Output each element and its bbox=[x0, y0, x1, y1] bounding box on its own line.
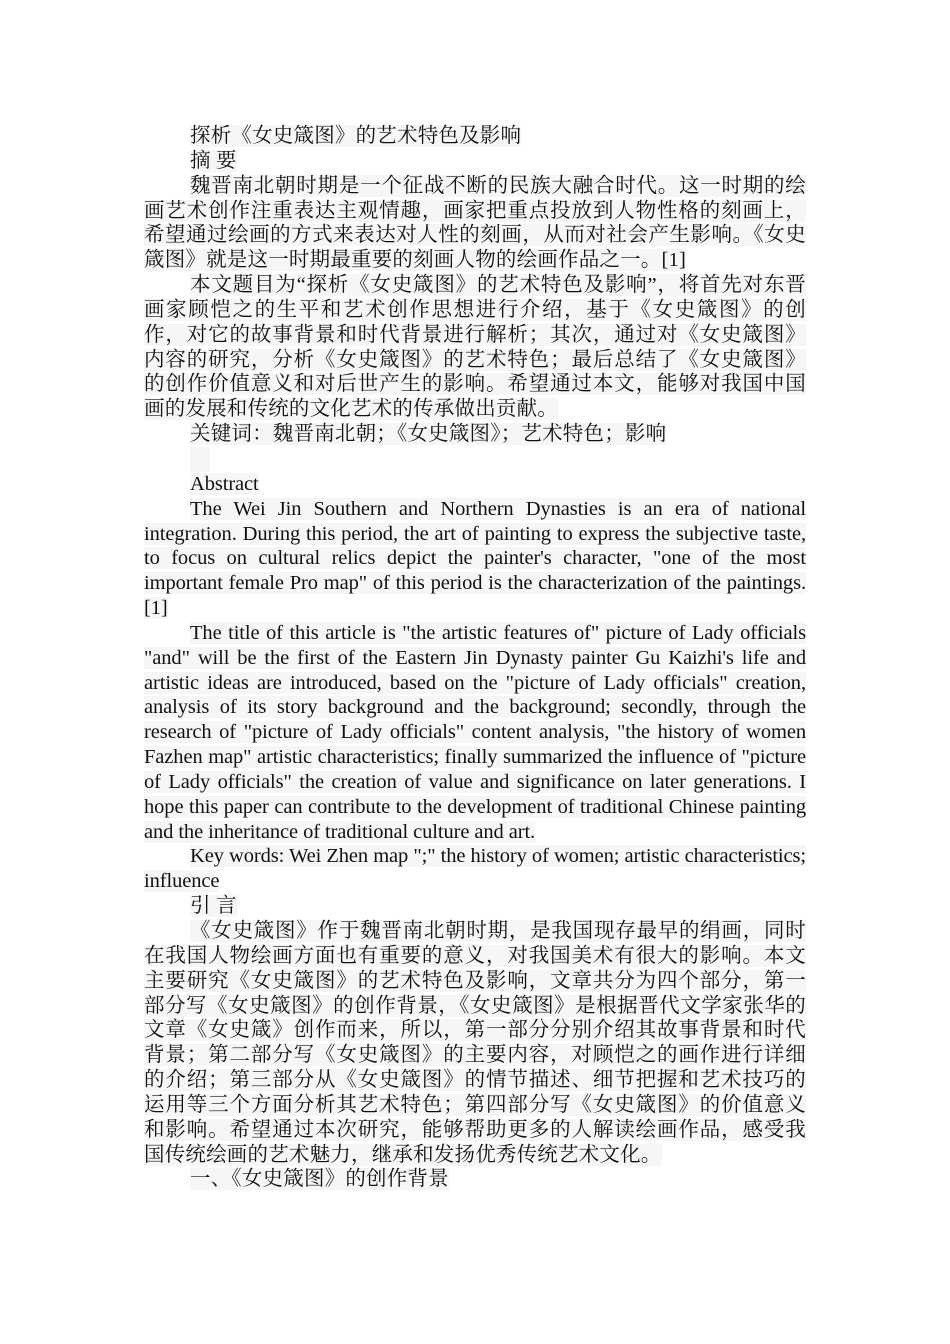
intro-heading: 引 言 bbox=[190, 895, 237, 918]
keywords-en: Key words: Wei Zhen map ";" the history of women; artistic characteristics; influence bbox=[144, 845, 806, 893]
intro-paragraph: 《女史箴图》作于魏晋南北朝时期，是我国现存最早的绢画，同时在我国人物绘画方面也有重要的意义，对我国美术有很大的影响。本文主要研究《女史箴图》的艺术特色及影响，文章共分为四个部分，第一部分写《女史箴图》的创作背景，《女史箴图》是根据晋代文学家张华的文章《女史箴》创作而来，所以，第一部分分别介绍其故事背景和时代背景；第二部分写《女史箴图》的主要内容，对顾恺之的画作进行详细的介绍；第三部分从《女史箴图》的情节描述、细节把握和艺术技巧的运用等三个方面分析其艺术特色；第四部分写《女史箴图》的价值意义和影响。希望通过本次研究，能够帮助更多的人解读绘画作品，感受我国传统绘画的艺术魅力，继承和发扬优秀传统艺术文化。 bbox=[144, 920, 806, 1166]
abstract-cn-paragraph-2: 本文题目为“探析《女史箴图》的艺术特色及影响”，将首先对东晋画家顾恺之的生平和艺术创作思想进行介绍，基于《女史箴图》的创作，对它的故事背景和时代背景进行解析；其次，通过对《女史箴图》内容的研究，分析《女史箴图》的艺术特色；最后总结了《女史箴图》的创作价值意义和对后世产生的影响。希望通过本文，能够对我国中国画的发展和传统的文化艺术的传承做出贡献。 bbox=[144, 274, 806, 421]
keywords-cn: 关键词：魏晋南北朝；《女史箴图》；艺术特色；影响 bbox=[190, 423, 667, 446]
abstract-en-heading: Abstract bbox=[190, 472, 259, 495]
blank-line-mark bbox=[190, 447, 210, 472]
abstract-cn-heading: 摘 要 bbox=[190, 149, 237, 172]
abstract-en-paragraph-2: The title of this article is "the artistic features of" picture of Lady officials "and" will be the first of the Eastern Jin Dynasty painter Gu Kaizhi's life and artistic ideas are introduced, based on the "picture of Lady officials" creation, analysis of its story background and the background; secondly, through the research of "picture of Lady officials" content analysis, "the history of women Fazhen map" artistic characteristics; finally summarized the influence of "picture of Lady officials" the creation of value and significance on later generations. I hope this paper can contribute to the development of traditional Chinese painting and the inheritance of traditional culture and art. bbox=[144, 621, 806, 843]
blank-line bbox=[144, 447, 806, 472]
document-title: 探析《女史箴图》的艺术特色及影响 bbox=[190, 125, 522, 147]
abstract-en-paragraph-1: The Wei Jin Southern and Northern Dynasties is an era of national integration. During this period, the art of painting to express the subjective taste, to focus on cultural relics depict the painter's character, "one of the most important female Pro map" of this period is the characterization of the paintings. [1] bbox=[144, 497, 806, 620]
abstract-cn-paragraph-1: 魏晋南北朝时期是一个征战不断的民族大融合时代。这一时期的绘画艺术创作注重表达主观情趣，画家把重点投放到人物性格的刻画上，希望通过绘画的方式来表达对人性的刻画，从而对社会产生影响。《女史箴图》就是这一时期最重要的刻画人物的绘画作品之一。[1] bbox=[144, 174, 806, 272]
document-page bbox=[144, 124, 806, 1192]
section-1-heading: 一、《女史箴图》的创作背景 bbox=[190, 1168, 449, 1191]
